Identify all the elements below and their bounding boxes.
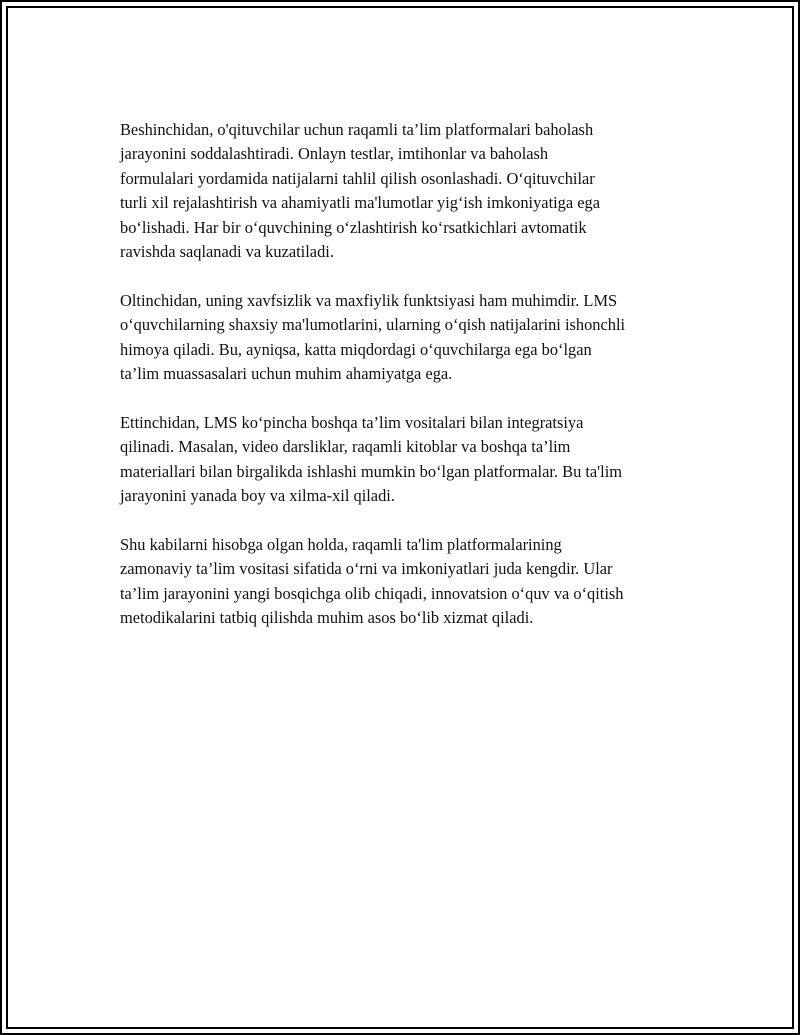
paragraph-sixth-point: Oltinchidan, uning xavfsizlik va maxfiylik funktsiyasi ham muhimdir. LMS o‘quvchilarning shaxsiy ma'lumotlarini, ularning o‘qish natijalarini ishonchli himoya qiladi. Bu, ayniqsa, katta miqdordagi o‘quvchilarga ega bo‘lgan ta’lim muassasalari uchun muhim ahamiyatga ega. <box>120 290 626 384</box>
paragraph-conclusion: Shu kabilarni hisobga olgan holda, raqamli ta'lim platformalarining zamonaviy ta’lim vositasi sifatida o‘rni va imkoniyatlari juda kengdir. Ular ta’lim jarayonini yangi bosqichga olib chiqadi, innovatsion o‘quv va o‘qitish metodikalarini tatbiq qilishda muhim asos bo‘lib xizmat qiladi. <box>120 534 624 628</box>
document-body <box>120 118 700 655</box>
paragraph-seventh-point: Ettinchidan, LMS ko‘pincha boshqa ta’lim vositalari bilan integratsiya qilinadi. Masalan, video darsliklar, raqamli kitoblar va boshqa ta’lim materiallari bilan birgalikda ishlashi mumkin bo‘lgan platformalar. Bu ta'lim jarayonini yanada boy va xilma-xil qiladi. <box>120 412 622 506</box>
paragraph-fifth-point: Beshinchidan, o'qituvchilar uchun raqamli ta’lim platformalari baholash jarayonini soddalashtiradi. Onlayn testlar, imtihonlar va baholash formulalari yordamida natijalarni tahlil qilish osonlashadi. O‘qituvchilar turli xil rejalashtirish va ahamiyatli ma'lumotlar yig‘ish imkoniyatiga ega bo‘lishadi. Har bir o‘quvchining o‘zlashtirish ko‘rsatkichlari avtomatik ravishda saqlanadi va kuzatiladi. <box>120 120 600 262</box>
